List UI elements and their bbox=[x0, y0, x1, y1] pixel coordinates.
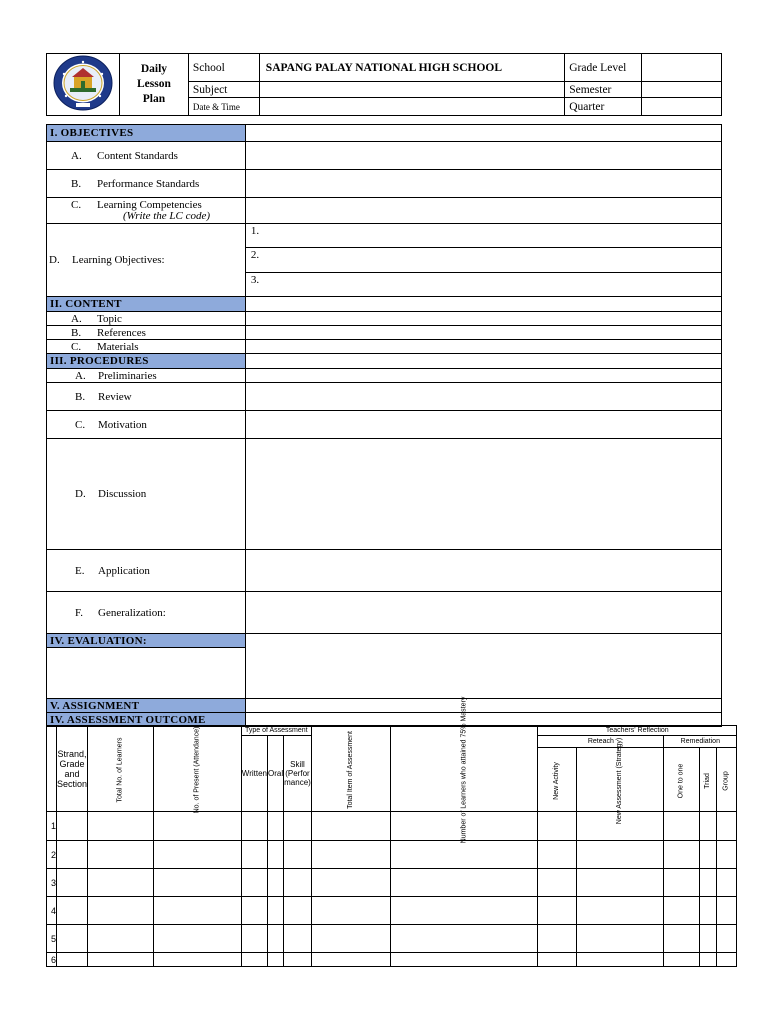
table-row bbox=[47, 869, 737, 897]
table-cell[interactable] bbox=[716, 841, 736, 869]
total-items-header bbox=[311, 726, 390, 812]
item-letter: F. bbox=[75, 606, 83, 619]
table-cell[interactable] bbox=[284, 925, 312, 953]
oral-header: Oral bbox=[268, 736, 284, 812]
item-letter: B. bbox=[75, 390, 86, 403]
motivation-label bbox=[47, 411, 246, 439]
table-cell[interactable] bbox=[57, 812, 88, 841]
item-label: Performance Standards bbox=[97, 177, 200, 190]
table-cell[interactable] bbox=[268, 869, 284, 897]
application-field[interactable] bbox=[245, 550, 721, 592]
preliminaries-field[interactable] bbox=[245, 369, 721, 383]
group-header bbox=[716, 748, 736, 812]
table-cell[interactable] bbox=[664, 897, 700, 925]
school-label: School bbox=[188, 54, 259, 82]
table-cell[interactable] bbox=[241, 841, 267, 869]
table-cell[interactable] bbox=[538, 841, 577, 869]
school-name: SAPANG PALAY NATIONAL HIGH SCHOOL bbox=[259, 54, 564, 82]
table-cell[interactable] bbox=[154, 953, 242, 967]
table-cell[interactable] bbox=[311, 925, 390, 953]
table-cell[interactable] bbox=[88, 869, 154, 897]
table-cell[interactable] bbox=[311, 897, 390, 925]
table-cell[interactable] bbox=[577, 925, 664, 953]
present-header bbox=[154, 726, 242, 812]
table-cell[interactable] bbox=[154, 812, 242, 841]
table-cell[interactable] bbox=[700, 812, 717, 841]
assignment-field[interactable] bbox=[245, 699, 721, 713]
table-cell[interactable] bbox=[241, 812, 267, 841]
datetime-label: Date & Time bbox=[188, 98, 259, 116]
item-letter: D. bbox=[49, 254, 60, 266]
references-label bbox=[47, 326, 246, 340]
content-heading: II. CONTENT bbox=[47, 297, 246, 312]
table-cell[interactable] bbox=[700, 869, 717, 897]
table-cell[interactable] bbox=[311, 953, 390, 967]
row-number: 1 bbox=[47, 812, 57, 841]
assessment-rows bbox=[47, 812, 737, 967]
written-header: Written bbox=[241, 736, 267, 812]
materials-label bbox=[47, 340, 246, 354]
datetime-field[interactable] bbox=[259, 98, 564, 116]
table-cell[interactable] bbox=[664, 925, 700, 953]
learning-competencies-field[interactable] bbox=[245, 198, 721, 224]
table-cell[interactable] bbox=[57, 953, 88, 967]
table-cell[interactable] bbox=[664, 953, 700, 967]
review-field[interactable] bbox=[245, 383, 721, 411]
table-cell[interactable] bbox=[390, 897, 538, 925]
table-cell[interactable] bbox=[154, 869, 242, 897]
content-standards-label bbox=[47, 142, 246, 170]
topic-field[interactable] bbox=[245, 312, 721, 326]
table-cell[interactable] bbox=[716, 869, 736, 897]
row-number-header bbox=[47, 726, 57, 812]
title-line-lesson: Lesson bbox=[136, 78, 171, 90]
table-cell[interactable] bbox=[268, 953, 284, 967]
semester-field[interactable] bbox=[642, 82, 722, 98]
table-cell[interactable] bbox=[538, 953, 577, 967]
table-cell[interactable] bbox=[241, 869, 267, 897]
triad-header bbox=[700, 748, 717, 812]
table-cell[interactable] bbox=[57, 869, 88, 897]
discussion-field[interactable] bbox=[245, 439, 721, 550]
table-cell[interactable] bbox=[664, 812, 700, 841]
table-cell[interactable] bbox=[284, 869, 312, 897]
assignment-heading: V. ASSIGNMENT bbox=[47, 699, 246, 713]
item-label: Discussion bbox=[98, 488, 147, 500]
title-line-plan: Plan bbox=[142, 93, 166, 105]
table-cell[interactable] bbox=[284, 812, 312, 841]
row-number: 4 bbox=[47, 897, 57, 925]
lesson-plan-table bbox=[46, 124, 722, 727]
learning-objectives-label bbox=[47, 224, 246, 297]
grade-level-label: Grade Level bbox=[565, 54, 642, 82]
subject-label: Subject bbox=[188, 82, 259, 98]
item-label: Application bbox=[98, 564, 150, 577]
table-cell[interactable] bbox=[311, 841, 390, 869]
table-cell[interactable] bbox=[284, 841, 312, 869]
table-cell[interactable] bbox=[538, 869, 577, 897]
table-cell[interactable] bbox=[88, 897, 154, 925]
evaluation-heading: IV. EVALUATION: bbox=[47, 634, 246, 648]
remediation-header: Remediation bbox=[664, 736, 737, 748]
reteach-header: Reteach bbox=[538, 736, 664, 748]
table-cell[interactable] bbox=[88, 925, 154, 953]
performance-standards-label bbox=[47, 170, 246, 198]
strand-header: Strand, Grade and Section bbox=[57, 726, 88, 812]
item-label: Generalization: bbox=[98, 606, 166, 619]
table-cell[interactable] bbox=[241, 897, 267, 925]
table-cell[interactable] bbox=[577, 841, 664, 869]
table-cell[interactable] bbox=[390, 841, 538, 869]
objective-1-field[interactable]: 1. bbox=[245, 224, 721, 248]
table-cell[interactable] bbox=[577, 869, 664, 897]
skill-header: Skill (Perfor mance) bbox=[284, 736, 312, 812]
item-letter: E. bbox=[75, 564, 85, 577]
semester-label: Semester bbox=[565, 82, 642, 98]
lc-code-note: (Write the LC code) bbox=[123, 209, 211, 222]
item-letter: D. bbox=[75, 488, 86, 500]
motivation-field[interactable] bbox=[245, 411, 721, 439]
item-letter: C. bbox=[71, 340, 82, 353]
table-cell[interactable] bbox=[241, 953, 267, 967]
table-cell[interactable] bbox=[241, 925, 267, 953]
table-cell[interactable] bbox=[716, 953, 736, 967]
new-activity-label: New Activity bbox=[553, 761, 561, 800]
table-cell[interactable] bbox=[700, 897, 717, 925]
table-cell[interactable] bbox=[57, 925, 88, 953]
table-cell[interactable] bbox=[154, 925, 242, 953]
table-row bbox=[47, 897, 737, 925]
table-cell[interactable] bbox=[700, 925, 717, 953]
content-standards-field[interactable] bbox=[245, 142, 721, 170]
item-letter: A. bbox=[75, 369, 86, 382]
item-letter: C. bbox=[71, 198, 82, 211]
content-field[interactable] bbox=[245, 297, 721, 312]
table-cell[interactable] bbox=[390, 869, 538, 897]
total-learners-header bbox=[88, 726, 154, 812]
title-line-daily: Daily bbox=[140, 63, 168, 75]
table-cell[interactable] bbox=[538, 897, 577, 925]
subject-field[interactable] bbox=[259, 82, 564, 98]
table-cell[interactable] bbox=[390, 925, 538, 953]
table-cell[interactable] bbox=[664, 841, 700, 869]
item-label: Materials bbox=[97, 340, 139, 353]
table-cell[interactable] bbox=[716, 812, 736, 841]
table-row bbox=[47, 953, 737, 967]
table-cell[interactable] bbox=[88, 812, 154, 841]
item-label: Motivation bbox=[98, 418, 147, 431]
table-cell[interactable] bbox=[268, 897, 284, 925]
row-number: 6 bbox=[47, 953, 57, 967]
objective-3-field[interactable]: 3. bbox=[245, 273, 721, 297]
table-cell[interactable] bbox=[538, 925, 577, 953]
discussion-label bbox=[47, 439, 246, 550]
item-letter: A. bbox=[71, 312, 82, 325]
total-learners-label: Total No. of Learners bbox=[116, 737, 124, 802]
table-cell[interactable] bbox=[716, 925, 736, 953]
topic-label bbox=[47, 312, 246, 326]
item-label: Learning Objectives: bbox=[72, 254, 165, 266]
table-cell[interactable] bbox=[390, 953, 538, 967]
one-to-one-label: One to one bbox=[677, 763, 685, 798]
row-number: 5 bbox=[47, 925, 57, 953]
preliminaries-label bbox=[47, 369, 246, 383]
references-field[interactable] bbox=[245, 326, 721, 340]
table-cell[interactable] bbox=[700, 953, 717, 967]
triad-label: Triad bbox=[703, 772, 711, 789]
new-assessment-label: New Assessment (Strategy) bbox=[616, 737, 624, 824]
present-label: No. of Present (Attendance) bbox=[193, 726, 201, 813]
application-label bbox=[47, 550, 246, 592]
table-cell[interactable] bbox=[700, 841, 717, 869]
table-cell[interactable] bbox=[154, 841, 242, 869]
table-cell[interactable] bbox=[284, 897, 312, 925]
table-cell[interactable] bbox=[311, 869, 390, 897]
procedures-heading: III. PROCEDURES bbox=[47, 354, 246, 369]
row-number: 2 bbox=[47, 841, 57, 869]
quarter-label: Quarter bbox=[565, 98, 642, 116]
generalization-label bbox=[47, 592, 246, 634]
table-row bbox=[47, 925, 737, 953]
materials-field[interactable] bbox=[245, 340, 721, 354]
mastery-header bbox=[390, 696, 538, 843]
grade-level-field[interactable] bbox=[642, 54, 722, 82]
table-cell[interactable] bbox=[311, 812, 390, 841]
item-label: References bbox=[97, 326, 146, 339]
item-letter: B. bbox=[71, 326, 82, 339]
procedures-field[interactable] bbox=[245, 354, 721, 369]
table-cell[interactable] bbox=[577, 953, 664, 967]
assessment-outcome-heading: IV. ASSESSMENT OUTCOME bbox=[47, 713, 246, 727]
table-cell[interactable] bbox=[57, 841, 88, 869]
table-cell[interactable] bbox=[538, 812, 577, 841]
table-cell[interactable] bbox=[88, 953, 154, 967]
one-to-one-header bbox=[664, 748, 700, 812]
header-table bbox=[46, 53, 722, 116]
table-cell[interactable] bbox=[577, 897, 664, 925]
item-label: Preliminaries bbox=[98, 369, 157, 382]
table-row bbox=[47, 841, 737, 869]
review-label bbox=[47, 383, 246, 411]
table-cell[interactable] bbox=[664, 869, 700, 897]
table-cell[interactable] bbox=[88, 841, 154, 869]
item-label: Review bbox=[98, 390, 132, 403]
group-label: Group bbox=[722, 770, 730, 791]
item-label: Topic bbox=[97, 312, 122, 325]
table-cell[interactable] bbox=[716, 897, 736, 925]
school-seal-icon bbox=[52, 54, 114, 112]
school-logo-cell bbox=[47, 54, 120, 116]
table-cell[interactable] bbox=[57, 897, 88, 925]
table-row bbox=[47, 812, 737, 841]
learning-competencies-label bbox=[47, 198, 246, 224]
performance-standards-field[interactable] bbox=[245, 170, 721, 198]
item-letter: A. bbox=[71, 149, 82, 162]
objective-2-field[interactable]: 2. bbox=[245, 248, 721, 273]
objectives-field[interactable] bbox=[245, 125, 721, 142]
item-letter: C. bbox=[75, 418, 86, 431]
evaluation-blank bbox=[47, 648, 246, 699]
item-label: Content Standards bbox=[97, 149, 178, 162]
total-items-label: Total Item of Assessment bbox=[346, 730, 354, 809]
objectives-heading: I. OBJECTIVES bbox=[47, 125, 246, 142]
table-cell[interactable] bbox=[154, 897, 242, 925]
table-cell[interactable] bbox=[268, 841, 284, 869]
type-of-assessment-header: Type of Assessment bbox=[241, 726, 311, 736]
item-letter: B. bbox=[71, 177, 82, 190]
mastery-label: Number of Learners who attained 75% Mastery bbox=[459, 696, 467, 843]
dlp-title bbox=[119, 54, 188, 116]
quarter-field[interactable] bbox=[642, 98, 722, 116]
row-number: 3 bbox=[47, 869, 57, 897]
teachers-reflection-header: Teachers' Reflection bbox=[538, 726, 737, 736]
table-cell[interactable] bbox=[268, 925, 284, 953]
evaluation-field[interactable] bbox=[245, 634, 721, 699]
table-cell[interactable] bbox=[268, 812, 284, 841]
table-cell[interactable] bbox=[284, 953, 312, 967]
item-label: Learning Competencies bbox=[97, 198, 202, 211]
generalization-field[interactable] bbox=[245, 592, 721, 634]
new-activity-header bbox=[538, 748, 577, 812]
